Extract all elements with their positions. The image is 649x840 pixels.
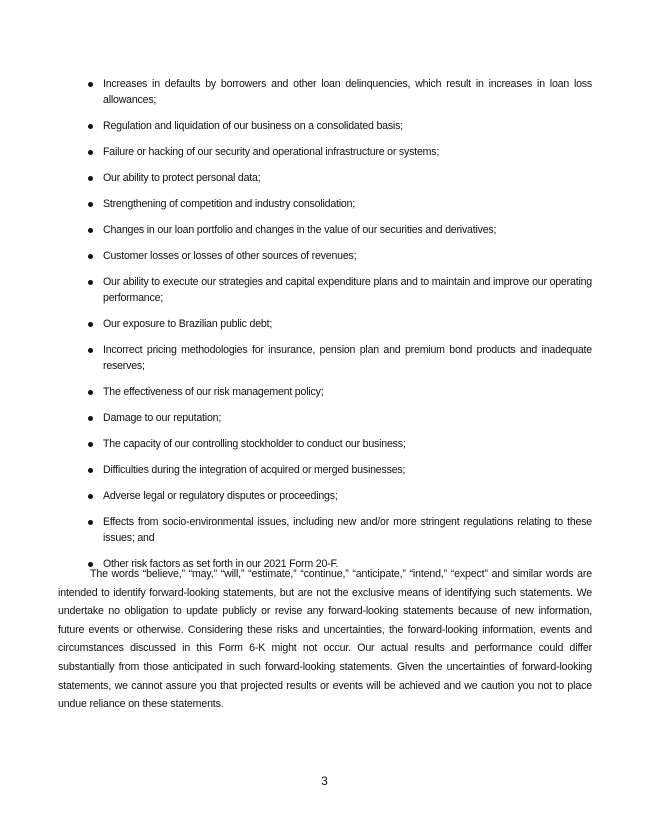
bullet-icon [88, 82, 93, 87]
list-item-text: Adverse legal or regulatory disputes or proceedings; [103, 490, 338, 502]
bullet-icon [88, 176, 93, 181]
bullet-icon [88, 150, 93, 155]
list-item [86, 410, 592, 426]
bullet-icon [88, 254, 93, 259]
list-item-text: Other risk factors as set forth in our 2021 Form 20-F. [103, 558, 339, 570]
list-item [86, 342, 592, 374]
bullet-icon [88, 280, 93, 285]
list-item [86, 436, 592, 452]
list-item-text: Our ability to execute our strategies and capital expenditure plans and to maintain and improve our operating performance; [103, 276, 592, 304]
list-item-text: The effectiveness of our risk management policy; [103, 386, 324, 398]
list-item-text: The capacity of our controlling stockholder to conduct our business; [103, 438, 406, 450]
risk-factor-list [86, 76, 592, 582]
bullet-icon [88, 468, 93, 473]
page-number: 3 [321, 774, 328, 788]
list-item [86, 488, 592, 504]
list-item-text: Regulation and liquidation of our business on a consolidated basis; [103, 120, 403, 132]
bullet-icon [88, 124, 93, 129]
list-item-text: Damage to our reputation; [103, 412, 222, 424]
list-item [86, 316, 592, 332]
list-item [86, 384, 592, 400]
bullet-icon [88, 228, 93, 233]
list-item [86, 274, 592, 306]
list-item-text: Our exposure to Brazilian public debt; [103, 318, 273, 330]
bullet-icon [88, 416, 93, 421]
list-item-text: Failure or hacking of our security and operational infrastructure or systems; [103, 146, 440, 158]
list-item-text: Changes in our loan portfolio and changes in the value of our securities and derivatives; [103, 224, 497, 236]
list-item [86, 462, 592, 478]
list-item-text: Strengthening of competition and industry consolidation; [103, 198, 356, 210]
list-item [86, 76, 592, 108]
bullet-icon [88, 348, 93, 353]
list-item [86, 222, 592, 238]
list-item [86, 514, 592, 546]
list-item-text: Our ability to protect personal data; [103, 172, 261, 184]
list-item-text: Increases in defaults by borrowers and other loan delinquencies, which result in increases in loan loss allowances; [103, 78, 592, 106]
list-item [86, 248, 592, 264]
list-item [86, 196, 592, 212]
bullet-icon [88, 442, 93, 447]
list-item-text: Customer losses or losses of other sources of revenues; [103, 250, 357, 262]
bullet-icon [88, 520, 93, 525]
list-item [86, 118, 592, 134]
list-item [86, 144, 592, 160]
bullet-icon [88, 322, 93, 327]
bullet-icon [88, 202, 93, 207]
forward-looking-paragraph: The words “believe,” “may,” “will,” “estimate,” “continue,” “anticipate,” “intend,” “expect” and similar words are intended to identify forward-looking statements, but are not the exclusive means of identifying such statements. We undertake no obligation to update publicly or revise any forward-looking statements because of new information, future events or otherwise. Considering these risks and uncertainties, the forward-looking information, events and circumstances discussed in this Form 6-K might not occur. Our actual results and performance could differ substantially from those anticipated in such forward-looking statements. Given the uncertainties of forward-looking statements, we cannot assure you that projected results or events will be achieved and we caution you not to place undue reliance on these statements. [58, 568, 592, 711]
list-item [86, 170, 592, 186]
list-item-text: Effects from socio-environmental issues, including new and/or more stringent regulations relating to these issues; and [103, 516, 592, 544]
list-item-text: Difficulties during the integration of acquired or merged businesses; [103, 464, 406, 476]
list-item-text: Incorrect pricing methodologies for insurance, pension plan and premium bond products and inadequate reserves; [103, 344, 592, 372]
bullet-icon [88, 390, 93, 395]
bullet-icon [88, 494, 93, 499]
